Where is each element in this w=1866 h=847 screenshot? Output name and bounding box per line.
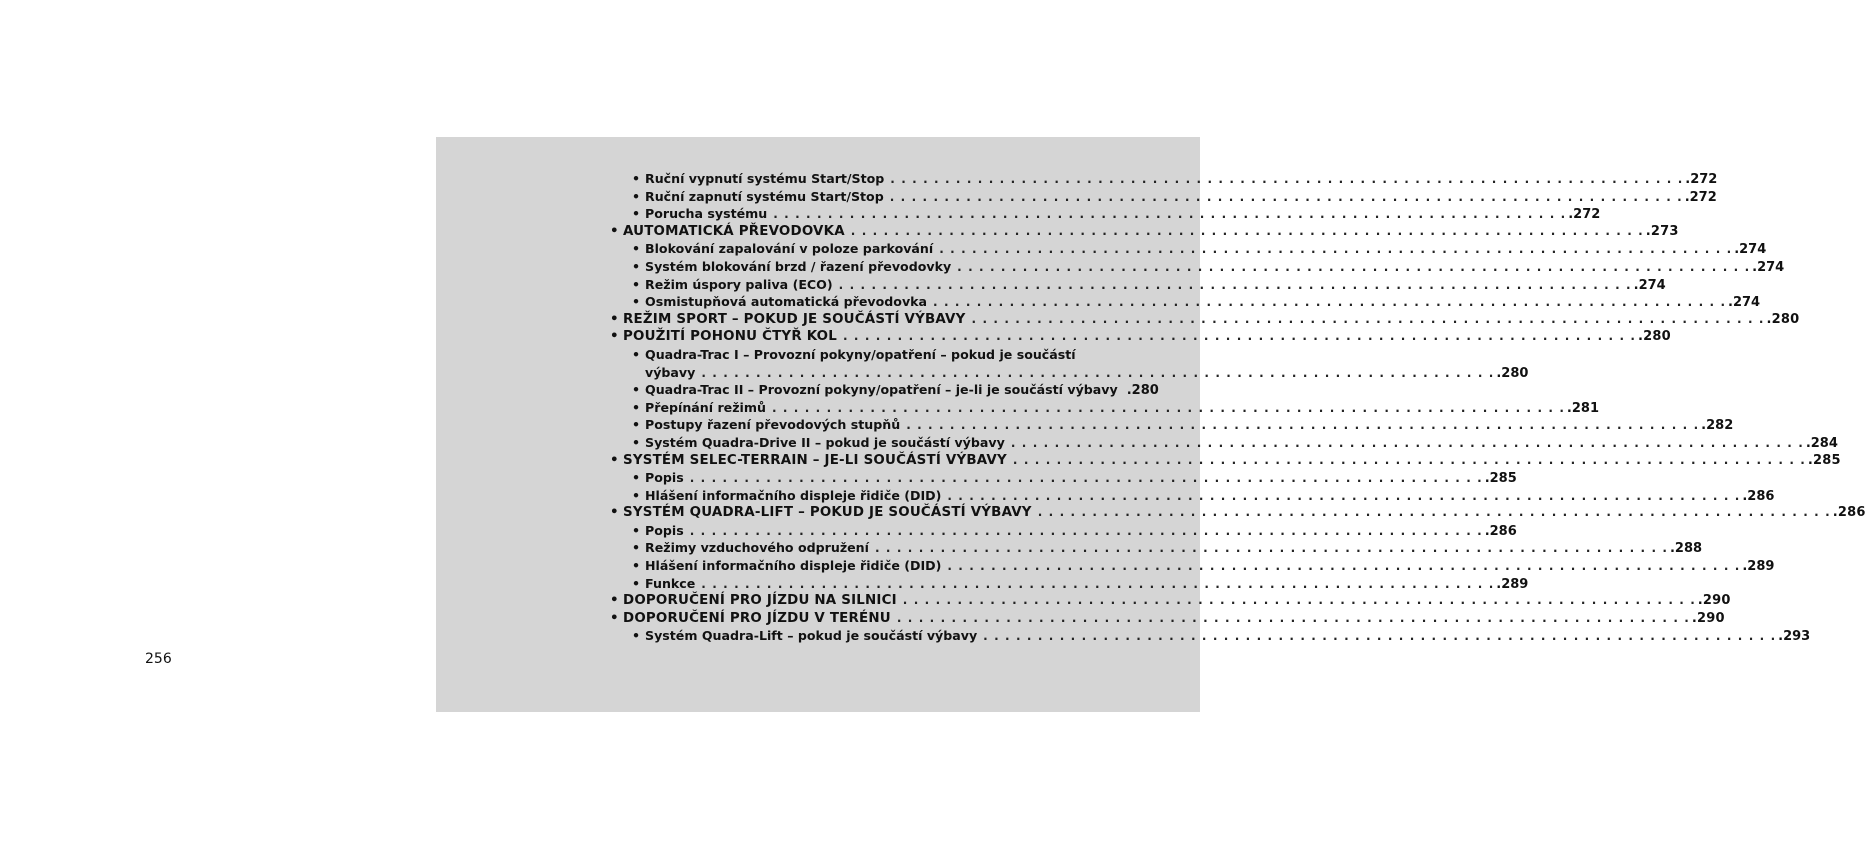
dot-leader xyxy=(839,277,1631,295)
dot-leader xyxy=(772,400,1564,418)
dot-leader xyxy=(939,241,1731,259)
toc-entry-title: Funkce xyxy=(645,575,696,591)
toc-entry-title: Systém Quadra-Lift – pokud je součástí výbavy xyxy=(645,628,978,644)
toc-entry-title: Ruční vypnutí systému Start/Stop xyxy=(645,171,885,186)
toc-section-page: .273 xyxy=(1645,223,1679,239)
toc-entry-page: .280 xyxy=(1126,383,1159,399)
dot-leader xyxy=(1011,435,1803,453)
toc-entry[interactable] xyxy=(610,205,1601,223)
toc-entry-title: Quadra-Trac I – Provozní pokyny/opatření – pokud je součástí xyxy=(645,346,1076,362)
toc-entry[interactable] xyxy=(610,346,1529,381)
toc-entry-page: .284 xyxy=(1805,435,1838,451)
toc-section-page: .280 xyxy=(1637,329,1671,345)
bullet: • xyxy=(632,346,641,362)
toc-entry-page: .293 xyxy=(1778,629,1811,645)
bullet: • xyxy=(632,434,641,450)
bullet: • xyxy=(632,171,641,186)
bullet: • xyxy=(610,223,619,239)
toc-entry-title: Popis xyxy=(645,522,684,538)
dot-leader xyxy=(690,523,1482,541)
bullet: • xyxy=(610,452,619,468)
toc-section-page: .280 xyxy=(1766,311,1800,327)
toc-section-title: DOPORUČENÍ PRO JÍZDU V TERÉNU xyxy=(623,610,891,626)
toc-entry-page: .286 xyxy=(1742,488,1775,504)
dot-leader xyxy=(890,171,1682,189)
toc-entry-title: Quadra-Trac II – Provozní pokyny/opatření – je-li je součástí výbavy xyxy=(645,382,1118,398)
dot-leader xyxy=(947,488,1739,506)
toc-entry-page: .289 xyxy=(1742,559,1775,575)
toc-entry[interactable] xyxy=(610,469,1517,487)
toc-entry[interactable] xyxy=(610,399,1599,417)
bullet: • xyxy=(632,575,641,591)
toc-section-page: .290 xyxy=(1697,593,1731,609)
bullet: • xyxy=(632,276,641,292)
toc-entry[interactable] xyxy=(610,522,1517,540)
toc-section-title: SYSTÉM QUADRA-LIFT – POKUD JE SOUČÁSTÍ VÝBAVY xyxy=(623,505,1032,521)
toc-entry-page: .272 xyxy=(1685,172,1718,187)
toc-entry-title: Ruční zapnutí systému Start/Stop xyxy=(645,188,884,204)
bullet: • xyxy=(632,558,641,574)
toc-entry[interactable] xyxy=(610,434,1838,452)
dot-leader xyxy=(906,417,1698,435)
toc-entry[interactable] xyxy=(610,258,1785,276)
toc-entry-title: Osmistupňová automatická převodovka xyxy=(645,294,928,310)
toc-entry-page: .288 xyxy=(1669,541,1703,557)
toc-entry-title: Režimy vzduchového odpružení xyxy=(645,540,869,556)
dot-leader xyxy=(903,592,1695,610)
toc-entry-page: .282 xyxy=(1701,418,1734,434)
bullet: • xyxy=(632,382,641,398)
toc-section[interactable] xyxy=(610,311,1800,329)
bullet: • xyxy=(610,593,619,609)
toc-entry[interactable] xyxy=(610,170,1718,188)
toc-section[interactable] xyxy=(610,223,1679,241)
toc-entry-title: Systém Quadra-Drive II – pokud je součástí výbavy xyxy=(645,434,1005,450)
bullet: • xyxy=(632,241,641,257)
toc-section-page: .290 xyxy=(1691,610,1725,626)
toc-section-page: .285 xyxy=(1807,452,1841,468)
toc-entry-title: Porucha systému xyxy=(645,206,768,222)
bullet: • xyxy=(610,311,619,327)
toc-entry-page: .286 xyxy=(1484,523,1517,539)
bullet: • xyxy=(632,470,641,486)
toc-entry[interactable] xyxy=(610,575,1529,593)
toc-entry-page: .281 xyxy=(1566,400,1599,416)
dot-leader xyxy=(690,470,1482,488)
dot-leader xyxy=(890,189,1682,207)
bullet: • xyxy=(632,188,641,204)
bullet: • xyxy=(632,628,641,644)
toc-section[interactable] xyxy=(610,610,1725,628)
bullet: • xyxy=(632,522,641,538)
dot-leader xyxy=(1038,504,1830,522)
toc-entry[interactable] xyxy=(610,416,1734,434)
toc-entry-title: Hlášení informačního displeje řidiče (DID) xyxy=(645,487,942,503)
toc-entry-title: Popis xyxy=(645,470,684,486)
toc-entry-title: Blokování zapalování v poloze parkování xyxy=(645,241,934,257)
dot-leader xyxy=(983,628,1775,646)
dot-leader xyxy=(851,223,1643,241)
toc-entry-title: Přepínání režimů xyxy=(645,399,766,415)
toc-entry-title: Postupy řazení převodových stupňů xyxy=(645,417,901,433)
toc-entry-title: Systém blokování brzd / řazení převodovky xyxy=(645,258,952,274)
toc-section[interactable] xyxy=(610,328,1671,346)
toc-section[interactable] xyxy=(610,504,1866,522)
toc-entry-page: .274 xyxy=(1633,277,1666,293)
toc-entry-title: Hlášení informačního displeje řidiče (DID) xyxy=(645,558,942,574)
dot-leader xyxy=(947,558,1739,576)
toc-entry-page: .274 xyxy=(1752,259,1785,275)
toc-section[interactable] xyxy=(610,452,1841,470)
toc-entry[interactable] xyxy=(610,276,1666,294)
dot-leader xyxy=(875,540,1667,558)
dot-leader xyxy=(843,328,1635,346)
bullet: • xyxy=(632,487,641,503)
toc-section-title: POUŽITÍ POHONU ČTYŘ KOL xyxy=(623,329,837,345)
bullet: • xyxy=(632,540,641,556)
bullet: • xyxy=(632,258,641,274)
toc-entry-page: .272 xyxy=(1684,189,1717,205)
bullet: • xyxy=(610,610,619,626)
bullet: • xyxy=(610,505,619,521)
toc-entry-page: .272 xyxy=(1568,207,1601,223)
toc-entry-title: Režim úspory paliva (ECO) xyxy=(645,276,833,292)
dot-leader xyxy=(701,576,1493,594)
toc-entry-page: .280 xyxy=(1496,365,1529,381)
toc-section-title: SYSTÉM SELEC-TERRAIN – JE-LI SOUČÁSTÍ VÝBAVY xyxy=(623,452,1007,468)
toc-entry-continuation xyxy=(645,364,1529,382)
page-number: 256 xyxy=(145,651,172,667)
bullet: • xyxy=(632,417,641,433)
toc-entry[interactable] xyxy=(610,188,1717,206)
toc-entry[interactable] xyxy=(610,487,1775,505)
dot-leader xyxy=(1013,452,1805,470)
toc-section[interactable] xyxy=(610,592,1731,610)
bullet: • xyxy=(632,294,641,310)
toc-section-title: AUTOMATICKÁ PŘEVODOVKA xyxy=(623,223,845,239)
toc-entry[interactable] xyxy=(610,240,1767,258)
toc-entry-page: .274 xyxy=(1728,295,1761,311)
dot-leader xyxy=(773,206,1565,224)
dot-leader xyxy=(972,311,1764,329)
table-of-contents xyxy=(610,170,1866,645)
toc-entry-page: .274 xyxy=(1734,242,1767,258)
toc-section-page: .286 xyxy=(1832,505,1866,521)
toc-entry[interactable] xyxy=(610,539,1703,557)
toc-entry[interactable] xyxy=(610,293,1761,311)
toc-entry-page: .289 xyxy=(1496,576,1529,592)
toc-entry-title-cont: výbavy xyxy=(645,364,696,380)
toc-entry[interactable] xyxy=(610,381,1159,399)
toc-entry-wrap xyxy=(645,346,1529,381)
dot-leader xyxy=(933,294,1725,312)
bullet: • xyxy=(632,399,641,415)
dot-leader xyxy=(701,365,1493,383)
toc-section-title: DOPORUČENÍ PRO JÍZDU NA SILNICI xyxy=(623,593,897,609)
bullet: • xyxy=(632,206,641,222)
dot-leader xyxy=(897,610,1689,628)
toc-entry-page: .285 xyxy=(1484,471,1517,487)
toc-entry[interactable] xyxy=(610,627,1811,645)
dot-leader xyxy=(957,259,1749,277)
bullet: • xyxy=(610,329,619,345)
toc-section-title: REŽIM SPORT – POKUD JE SOUČÁSTÍ VÝBAVY xyxy=(623,311,966,327)
toc-entry[interactable] xyxy=(610,557,1775,575)
